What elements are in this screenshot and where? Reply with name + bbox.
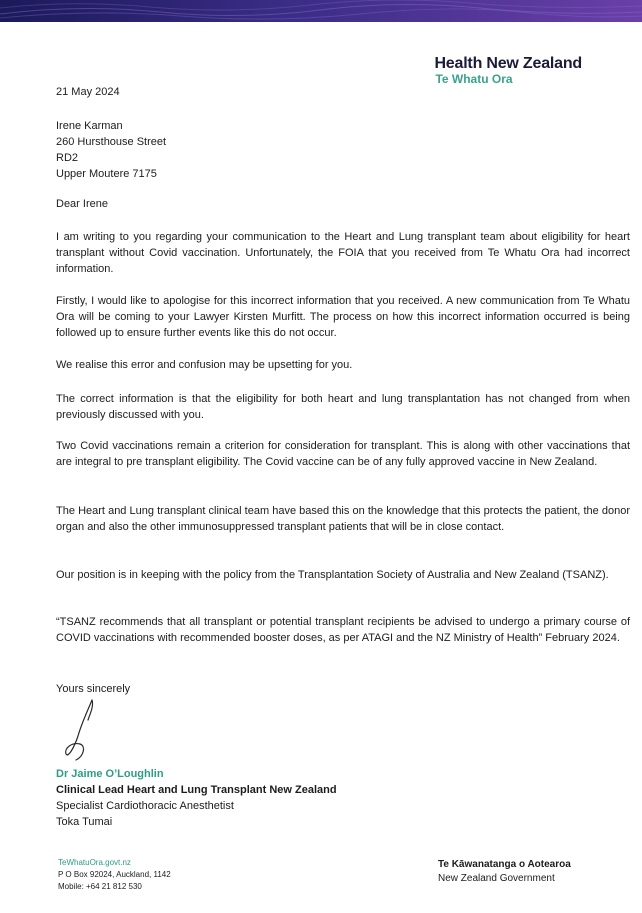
signatory-org: Toka Tumai bbox=[56, 816, 113, 828]
footer-po-box: P O Box 92024, Auckland, 1142 bbox=[58, 870, 171, 879]
paragraph-4: The correct information is that the eligibility for both heart and lung transplantation has not changed from when previously discussed with you. bbox=[56, 393, 630, 421]
government-logo bbox=[438, 858, 571, 886]
recipient-town: Upper Moutere 7175 bbox=[56, 168, 157, 180]
header-wave-pattern bbox=[0, 0, 642, 22]
closing: Yours sincerely bbox=[56, 683, 131, 695]
recipient-name: Irene Karman bbox=[56, 120, 123, 132]
signatory-role: Clinical Lead Heart and Lung Transplant New Zealand bbox=[56, 784, 337, 796]
recipient-address bbox=[56, 118, 166, 182]
salutation: Dear Irene bbox=[56, 198, 108, 210]
paragraph-5: Two Covid vaccinations remain a criterion for consideration for transplant. This is along with other vaccinations that are integral to pre transplant eligibility. The Covid vaccine can be of any fully approved vaccine in New Zealand. bbox=[56, 440, 630, 468]
footer-mobile: Mobile: +64 21 812 530 bbox=[58, 882, 142, 891]
paragraph-6: The Heart and Lung transplant clinical team have based this on the knowledge that this protects the patient, the donor organ and also the other immunosuppressed transplant patients that will be in close contact. bbox=[56, 505, 630, 533]
signature-block bbox=[56, 766, 337, 830]
header-band bbox=[0, 0, 642, 22]
paragraph-8: “TSANZ recommends that all transplant or potential transplant recipients be advised to undergo a primary course of COVID vaccinations with recommended booster doses, as per ATAGI and the NZ Ministry of Health” February 2024. bbox=[56, 616, 630, 644]
footer-contact bbox=[58, 857, 171, 893]
signatory-name: Dr Jaime O’Loughlin bbox=[56, 768, 164, 780]
brand-title: Health New Zealand bbox=[434, 55, 582, 72]
footer-website[interactable]: TeWhatuOra.govt.nz bbox=[58, 858, 131, 867]
brand-logo bbox=[434, 55, 582, 86]
letter-date: 21 May 2024 bbox=[56, 86, 120, 98]
gov-maori-name: Te Kāwanatanga o Aotearoa bbox=[438, 859, 571, 870]
paragraph-7: Our position is in keeping with the policy from the Transplantation Society of Australia and New Zealand (TSANZ). bbox=[56, 569, 609, 581]
signatory-specialty: Specialist Cardiothoracic Anesthetist bbox=[56, 800, 234, 812]
recipient-rd: RD2 bbox=[56, 152, 79, 164]
paragraph-1: I am writing to you regarding your communication to the Heart and Lung transplant team about eligibility for heart transplant without Covid vaccination. Unfortunately, the FOIA that you received from Te Whatu Ora had incorrect information. bbox=[56, 231, 630, 275]
gov-english-name: New Zealand Government bbox=[438, 873, 555, 884]
brand-subtitle: Te Whatu Ora bbox=[435, 72, 513, 86]
handwritten-signature bbox=[62, 696, 122, 764]
paragraph-3: We realise this error and confusion may be upsetting for you. bbox=[56, 359, 353, 371]
recipient-street: 260 Hursthouse Street bbox=[56, 136, 167, 148]
paragraph-2: Firstly, I would like to apologise for this incorrect information that you received. A new communication from Te Whatu Ora will be coming to your Lawyer Kirsten Murfitt. The process on how this incorrect information occurred is being followed up to ensure further events like this do not occur. bbox=[56, 295, 630, 339]
